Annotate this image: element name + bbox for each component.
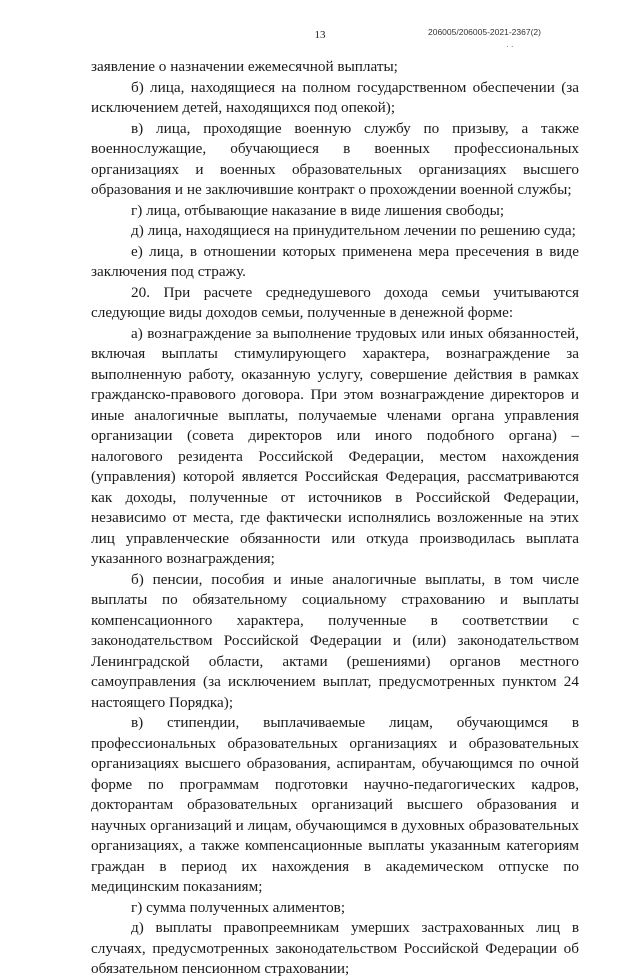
paragraph: а) вознаграждение за выполнение трудовых или иных обязанностей, включая выплаты стимулирующего характера, вознаграждение за выполненную работу, оказанную услугу, совершение действия в рамках гражданско-правового договора. При этом вознаграждение директоров и иные аналогичные выплаты, получаемые членами органа управления организации (совета директоров или иного подобного органа) – налогового резидента Российской Федерации, местом нахождения (управления) которой является Российская Федерация, рассматриваются как доходы, полученные от источников в Российской Федерации, независимо от места, где фактически исполнялись возложенные на этих лиц управленческие обязанности или откуда производилась выплата указанного вознаграждения;: [91, 324, 579, 567]
stamp-mark: ٠٠: [505, 41, 515, 51]
paragraph: б) пенсии, пособия и иные аналогичные выплаты, в том числе выплаты по обязательному социальному страхованию и выплаты компенсационного характера, полученные в соответствии с законодательством Российской Федерации и (или) законодательством Ленинградской области, актами (решениями) органов местного самоуправления (за исключением выплат, предусмотренных пунктом 24 настоящего Порядка);: [91, 570, 579, 711]
paragraph: д) лица, находящиеся на принудительном лечении по решению суда;: [131, 222, 576, 239]
document-id: 206005/206005-2021-2367(2): [428, 27, 541, 37]
page-number: 13: [314, 29, 326, 41]
paragraph: г) лица, отбывающие наказание в виде лишения свободы;: [131, 201, 505, 219]
paragraph: заявление о назначении ежемесячной выплаты;: [91, 58, 398, 75]
paragraph: в) стипендии, выплачиваемые лицам, обучающимся в профессиональных образовательных организациях и образовательных организациях высшего образования, аспирантам, обучающимся по очной форме по программам подготовки научно-педагогических кадров, докторантам образовательных организаций высшего образования и научных организаций и лицам, обучающимся в духовных образовательных организациях, а также компенсационные выплаты указанным категориям граждан в период их нахождения в академическом отпуске по медицинским показаниям;: [91, 714, 579, 895]
paragraph: г) сумма полученных алиментов;: [131, 898, 346, 916]
paragraph: 20. При расчете среднедушевого дохода семьи учитываются следующие виды доходов семьи, полученные в денежной форме:: [91, 283, 579, 321]
paragraph: е) лица, в отношении которых применена мера пресечения в виде заключения под стражу.: [91, 242, 579, 280]
document-body: [91, 57, 579, 980]
paragraph: б) лица, находящиеся на полном государственном обеспечении (за исключением детей, находящихся под опекой);: [91, 78, 579, 116]
paragraph: д) выплаты правопреемникам умерших застрахованных лиц в случаях, предусмотренных законодательством Российской Федерации об обязательном пенсионном страховании;: [91, 919, 579, 977]
paragraph: в) лица, проходящие военную службу по призыву, а также военнослужащие, обучающиеся в военных профессиональных организациях и военных образовательных организациях высшего образования и не заключившие контракт о прохождении военной службы;: [91, 119, 579, 198]
